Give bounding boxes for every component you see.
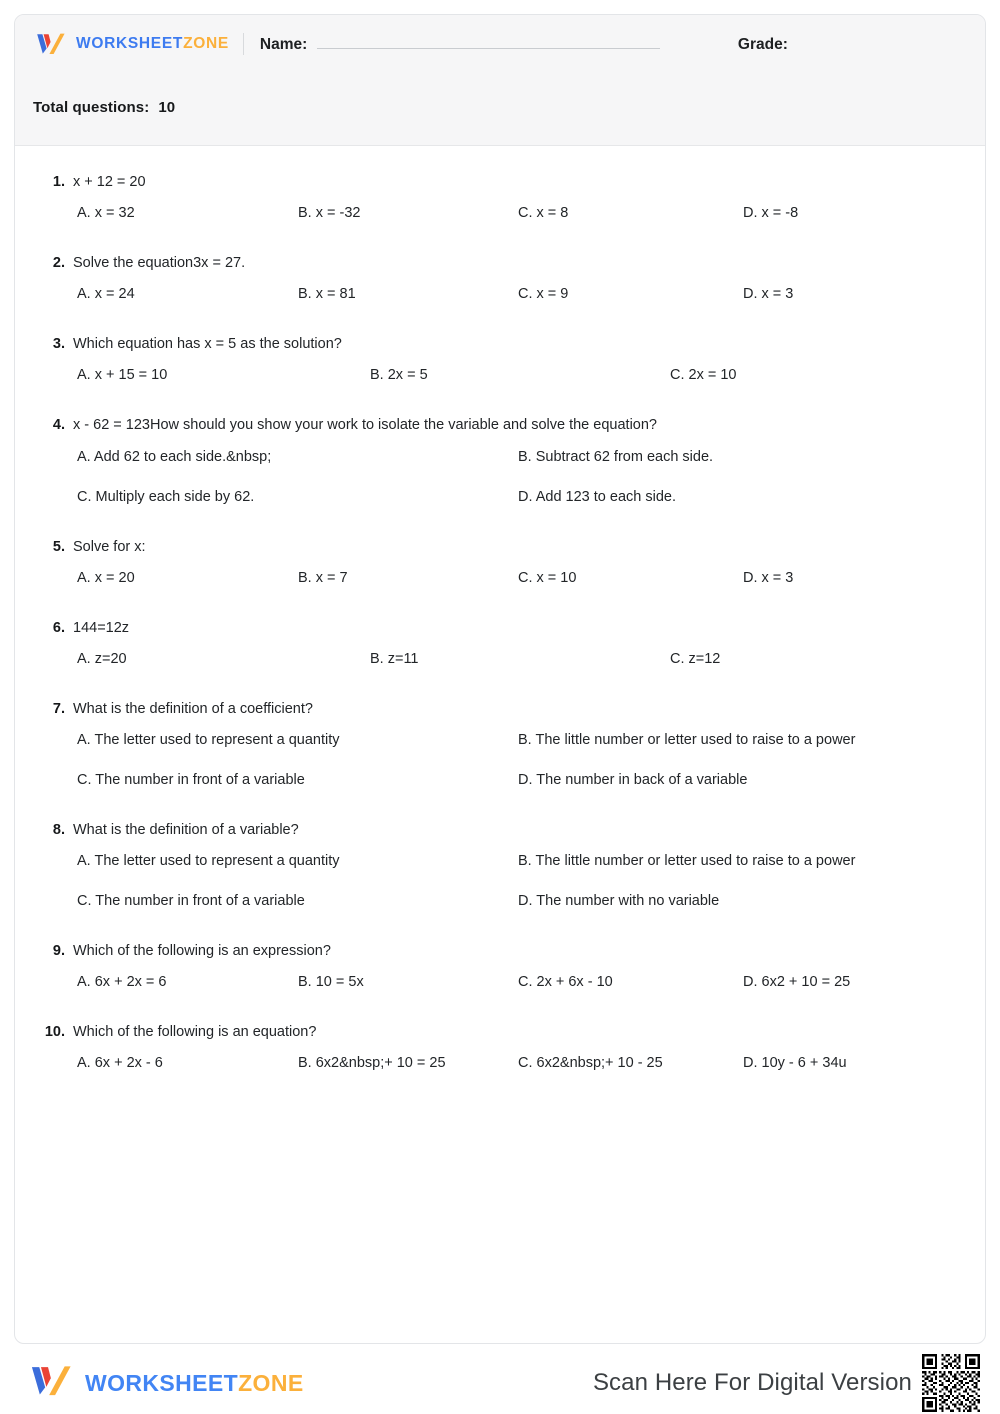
answer-option[interactable]: A. The letter used to represent a quantity	[77, 731, 340, 748]
option-row	[73, 488, 965, 528]
question-header	[35, 1023, 965, 1041]
answer-option[interactable]: B. The little number or letter used to raise to a power	[518, 731, 856, 748]
brand-logo	[33, 31, 229, 57]
question-text: What is the definition of a coefficient?	[73, 700, 313, 717]
question-options	[35, 204, 965, 244]
answer-option[interactable]: D. 6x2 + 10 = 25	[743, 974, 851, 991]
question-options	[35, 569, 965, 609]
question-text: 144=12z	[73, 619, 130, 636]
question-header	[35, 173, 965, 191]
answer-option[interactable]: B. x = -32	[298, 205, 361, 222]
option-row	[73, 771, 965, 811]
option-row	[73, 285, 965, 325]
question-options	[35, 285, 965, 325]
answer-option[interactable]: B. 6x2&nbsp;+ 10 = 25	[298, 1055, 446, 1072]
question-number: 5.	[52, 538, 65, 555]
question-options	[35, 448, 965, 528]
answer-option[interactable]: D. The number with no variable	[518, 893, 720, 909]
question-number: 3.	[52, 336, 65, 353]
question-item	[35, 173, 965, 254]
question-header	[35, 700, 965, 718]
question-options	[35, 366, 965, 406]
answer-option[interactable]: B. 2x = 5	[370, 367, 428, 384]
answer-option[interactable]: B. x = 81	[298, 286, 356, 303]
answer-option[interactable]: C. 2x = 10	[670, 367, 737, 384]
option-row	[73, 731, 965, 771]
total-questions-count: 10	[158, 99, 176, 116]
scan-here-text: Scan Here For Digital Version	[592, 1369, 912, 1396]
question-item	[35, 335, 965, 416]
question-header	[35, 619, 965, 637]
worksheet-footer	[14, 1352, 986, 1414]
question-text: Solve the equation3x = 27.	[73, 255, 246, 272]
footer-brand-name-primary: WORKSHEET	[85, 1369, 239, 1396]
answer-option[interactable]: C. The number in front of a variable	[77, 771, 305, 788]
answer-option[interactable]: B. Subtract 62 from each side.	[518, 448, 714, 465]
question-item	[35, 942, 965, 1023]
question-text: x + 12 = 20	[73, 174, 146, 190]
question-item	[35, 821, 965, 942]
question-spacer	[35, 1094, 965, 1104]
footer-brand-logo	[26, 1362, 304, 1405]
question-text: Solve for x:	[73, 538, 146, 555]
answer-option[interactable]: A. x = 20	[77, 569, 135, 586]
question-spacer	[35, 690, 965, 700]
question-text: x - 62 = 123How should you show your work to isolate the variable and solve the equation?	[73, 417, 657, 434]
answer-option[interactable]: C. x = 9	[518, 286, 569, 303]
question-text: Which equation has x = 5 as the solution?	[73, 336, 342, 353]
question-number: 8.	[52, 821, 65, 838]
answer-option[interactable]: A. x = 32	[77, 205, 135, 222]
question-item	[35, 619, 965, 700]
answer-option[interactable]: D. x = 3	[743, 569, 794, 586]
question-spacer	[35, 932, 965, 942]
total-questions-row	[15, 73, 985, 116]
option-row	[73, 892, 965, 932]
question-header	[35, 416, 965, 434]
question-text: Which of the following is an expression?	[73, 943, 331, 959]
answer-option[interactable]: A. z=20	[77, 650, 127, 667]
answer-option[interactable]: A. 6x + 2x - 6	[77, 1055, 163, 1072]
answer-option[interactable]: C. z=12	[670, 650, 721, 667]
answer-option[interactable]: A. 6x + 2x = 6	[77, 974, 167, 991]
question-spacer	[35, 609, 965, 619]
question-header	[35, 335, 965, 353]
answer-option[interactable]: B. The little number or letter used to raise to a power	[518, 853, 856, 869]
worksheet-zone-logo-icon	[33, 31, 67, 57]
answer-option[interactable]: A. x = 24	[77, 286, 135, 303]
option-row	[73, 1054, 965, 1094]
header-top-row	[15, 15, 985, 73]
name-field-group	[260, 35, 660, 54]
brand-logo-text	[76, 35, 229, 53]
question-item	[35, 254, 965, 335]
question-header	[35, 254, 965, 272]
option-row	[73, 569, 965, 609]
worksheet-page	[14, 14, 986, 1344]
question-options	[35, 1054, 965, 1094]
answer-option[interactable]: C. Multiply each side by 62.	[77, 488, 255, 505]
question-options	[35, 852, 965, 932]
option-row	[73, 973, 965, 1013]
footer-brand-name-secondary: ZONE	[238, 1369, 304, 1396]
question-item	[35, 538, 965, 619]
questions-list	[15, 146, 985, 1104]
answer-option[interactable]: A. Add 62 to each side.&nbsp;	[77, 448, 272, 465]
grade-label: Grade:	[737, 35, 788, 53]
question-options	[35, 973, 965, 1013]
option-row	[73, 852, 965, 892]
question-options	[35, 731, 965, 811]
option-row	[73, 204, 965, 244]
answer-option[interactable]: B. z=11	[370, 650, 419, 667]
question-spacer	[35, 325, 965, 335]
answer-option[interactable]: C. 2x + 6x - 10	[518, 974, 613, 991]
question-spacer	[35, 811, 965, 821]
worksheet-zone-logo-icon	[26, 1362, 74, 1405]
option-row	[73, 366, 965, 406]
grade-field-group	[738, 35, 798, 54]
question-item	[35, 416, 965, 537]
header-divider	[243, 33, 244, 55]
answer-option[interactable]: A. The letter used to represent a quantity	[77, 853, 340, 869]
qr-code-icon[interactable]	[920, 1352, 982, 1414]
question-number: 2.	[52, 255, 65, 272]
question-header	[35, 821, 965, 839]
question-options	[35, 650, 965, 690]
answer-option[interactable]: C. x = 8	[518, 205, 569, 222]
question-spacer	[35, 244, 965, 254]
question-item	[35, 1023, 965, 1104]
question-spacer	[35, 406, 965, 416]
name-input-line[interactable]	[317, 35, 660, 49]
answer-option[interactable]: C. The number in front of a variable	[77, 893, 305, 909]
footer-brand-logo-text	[85, 1370, 304, 1397]
question-number: 10.	[44, 1024, 65, 1041]
question-number: 1.	[52, 174, 65, 190]
footer-scan-group	[593, 1352, 982, 1414]
answer-option[interactable]: C. x = 10	[518, 569, 577, 586]
question-spacer	[35, 1013, 965, 1023]
answer-option[interactable]: D. Add 123 to each side.	[518, 488, 676, 505]
question-number: 4.	[52, 417, 65, 434]
option-row	[73, 650, 965, 690]
answer-option[interactable]: B. x = 7	[298, 569, 348, 586]
question-number: 6.	[52, 619, 65, 636]
question-text: What is the definition of a variable?	[73, 821, 299, 838]
answer-option[interactable]: D. x = 3	[743, 286, 794, 303]
question-header	[35, 942, 965, 960]
answer-option[interactable]: D. 10y - 6 + 34u	[743, 1055, 847, 1072]
answer-option[interactable]: D. The number in back of a variable	[518, 771, 748, 788]
question-number: 9.	[52, 943, 65, 959]
answer-option[interactable]: B. 10 = 5x	[298, 974, 364, 991]
question-spacer	[35, 528, 965, 538]
answer-option[interactable]: C. 6x2&nbsp;+ 10 - 25	[518, 1055, 663, 1072]
question-text: Which of the following is an equation?	[73, 1024, 317, 1041]
brand-name-secondary: ZONE	[183, 35, 229, 52]
question-number: 7.	[52, 700, 65, 717]
brand-name-primary: WORKSHEET	[76, 35, 184, 52]
total-questions-label: Total questions:	[33, 99, 150, 116]
name-label: Name:	[259, 35, 308, 53]
answer-option[interactable]: D. x = -8	[743, 205, 799, 222]
question-item	[35, 700, 965, 821]
option-row	[73, 448, 965, 488]
question-header	[35, 538, 965, 556]
worksheet-header	[15, 15, 985, 146]
answer-option[interactable]: A. x + 15 = 10	[77, 367, 168, 384]
